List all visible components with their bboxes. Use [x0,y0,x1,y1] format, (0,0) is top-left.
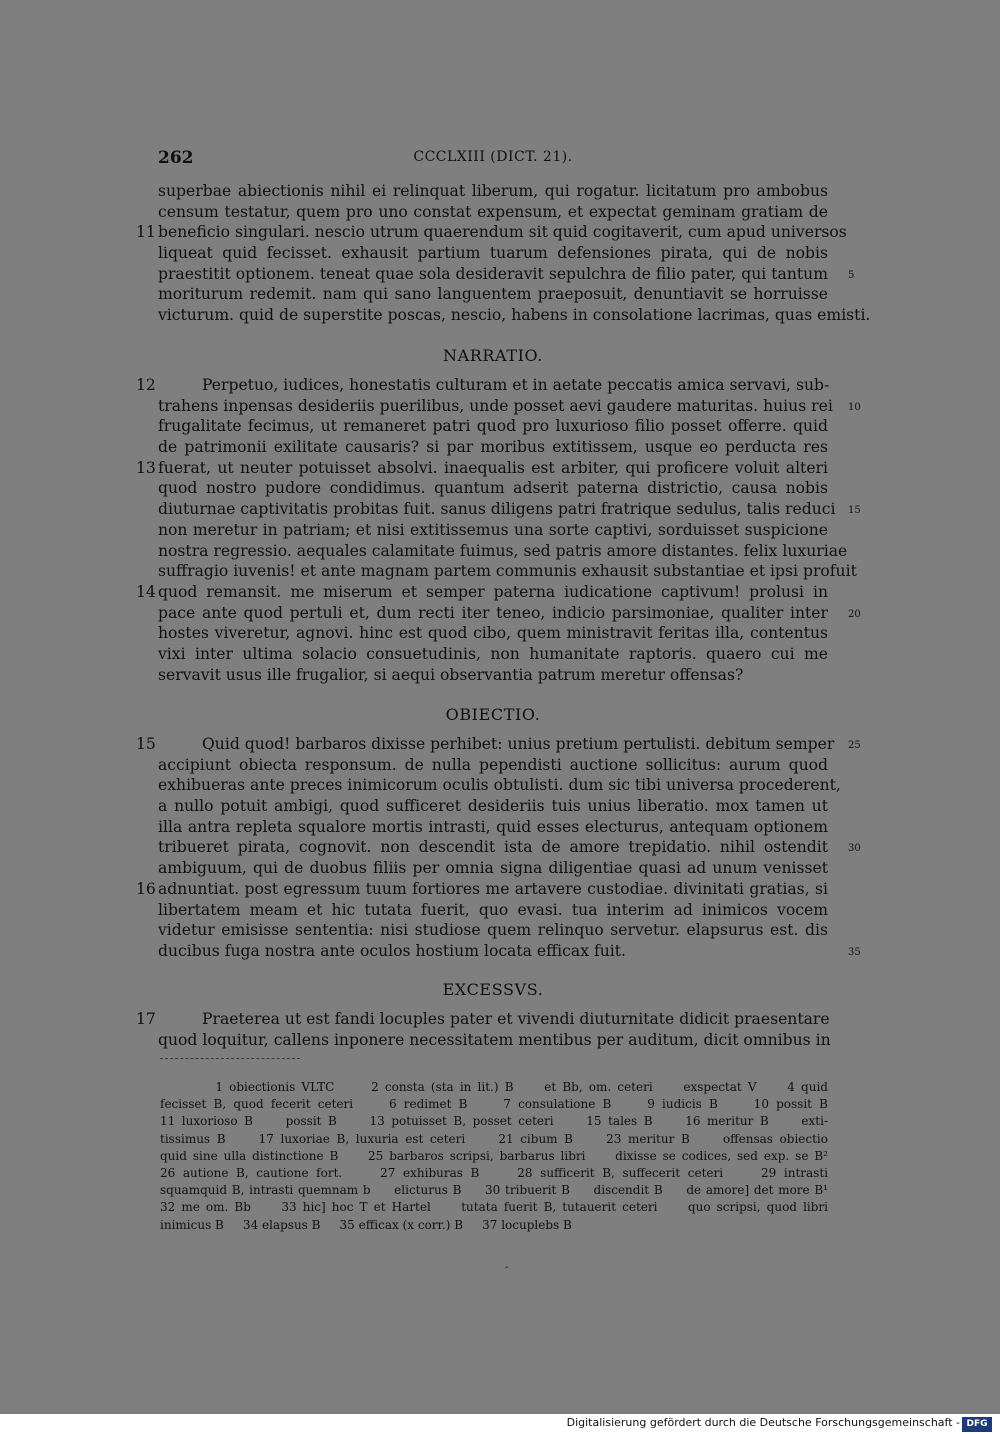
text-line [158,817,828,838]
footnote-line: squamquid B, intrasti quemnam b elicturus B 30 tribuerit B discendit B de amore] det more B¹ [160,1183,828,1198]
line-number: 20 [848,608,861,620]
line-text: a nullo potuit ambigi, quod sufficeret desideriis tuis unius liberatio. mox tamen ut [158,797,828,816]
dfg-logo: DFG [962,1417,992,1432]
text-line [158,941,861,962]
critical-apparatus [160,1079,828,1234]
footnote-line: 11 luxorioso B possit B 13 potuisset B, posset ceteri 15 tales B 16 meritur B exti- [160,1114,828,1129]
text-line [158,623,828,644]
line-text: Quid quod! barbaros dixisse perhibet: unius pretium pertulisti. debitum semper [202,735,835,753]
line-text: censum testatur, quem pro uno constat expensum, et expectat geminam gratiam de [158,202,828,221]
line-text: exhibueras ante preces inimicorum oculis obtulisti. dum sic tibi universa procederent, [158,776,841,795]
line-text: Perpetuo, iudices, honestatis culturam et in aetate peccatis amica servavi, sub- [202,376,830,394]
line-text: videtur emisisse sententia: nisi studiose quem relinquo servetur. elapsurus est. dis [158,921,828,940]
text-line [136,582,828,603]
text-line [136,458,828,479]
line-text: servavit usus ille frugalior, si aequi observantia patrum meretur offensas? [158,665,744,684]
obiectio-paragraph [136,734,861,962]
text-line [158,243,828,264]
footnote-line: 26 autione B, cautione fort. 27 exhiburas B 28 sufficerit B, suffecerit ceteri 29 intrasti [160,1165,828,1180]
text-line [158,284,828,305]
section-number: 16 [136,879,156,898]
line-text: ambiguum, qui de duobus filiis per omnia signa diligentiae quasi ad unum venisset [158,859,828,878]
line-text: diuturnae captivitatis probitas fuit. sanus diligens patri fratrique sedulus, talis reduci [158,500,836,519]
text-line [158,416,828,437]
line-text: ducibus fuga nostra ante oculos hostium locata efficax fuit. [158,941,626,960]
text-line [158,396,861,417]
text-line [136,222,847,243]
line-text: suffragio iuvenis! et ante magnam partem communis exhausit substantiae et ipsi profuit [158,562,857,581]
line-text: beneficio singulari. nescio utrum quaerendum sit quid cogitaverit, cum apud universos [158,223,847,242]
text-line [158,478,828,499]
line-number: 10 [848,401,861,413]
section-number: 17 [136,1010,156,1028]
text-line [158,1030,831,1051]
footnote-line: fecisset B, quod fecerit ceteri 6 redimet B 7 consulatione B 9 iudicis B 10 possit B [160,1097,828,1112]
footer-credit: Digitalisierung gefördert durch die Deutsche Forschungsgemeinschaft - [566,1416,960,1429]
text-line [158,920,828,941]
text-line [158,305,871,326]
line-number: 15 [848,505,861,517]
text-line [158,900,828,921]
line-text: liqueat quid fecisset. exhausit partium tuarum defensiones pirata, qui de nobis [158,244,828,263]
header-title: CCCLXIII (DICT. 21). [413,149,573,165]
heading-narratio: NARRATIO. [443,346,543,365]
line-number: 5 [848,269,855,281]
line-text: tribueret pirata, cognovit. non descendit ista de amore trepidatio. nihil ostendit [158,838,828,857]
line-text: accipiunt obiecta responsum. de nulla pependisti auctione sollicitus: aurum quod [158,755,828,774]
footnote-line: 1 obiectionis VLTC 2 consta (sta in lit.) B et Bb, om. ceteri exspectat V 4 quid [160,1080,828,1094]
intro-paragraph [136,181,871,326]
line-text: quod nostro pudore condidimus. quantum adserit paterna districtio, causa nobis [158,479,828,498]
line-number: 35 [848,946,861,958]
text-line [136,879,828,900]
text-line [158,858,828,879]
line-text: libertatem meam et hic tutata fuerit, quo evasi. tua interim ad inimicos vocem [158,900,828,919]
line-text: quod loquitur, callens inponere necessitatem mentibus per auditum, dicit omnibus in [158,1030,831,1049]
line-text: nostra regressio. aequales calamitate fuimus, sed patris amore distantes. felix luxuriae [158,541,848,560]
text-line [158,520,828,541]
text-line [136,375,830,396]
footnote-line: 32 me om. Bb 33 hic] hoc T et Hartel tutata fuerit B, tutauerit ceteri quo scripsi, quod libri [160,1200,828,1215]
text-line [158,775,841,796]
line-text: vixi inter ultima solacio consuetudinis, non humanitate raptoris. quaero cui me [158,644,828,663]
text-line [158,561,857,582]
footnote-line: quid sine ulla distinctione B 25 barbaros scripsi, barbarus libri dixisse se codices, sed exp. se B² [160,1148,828,1163]
line-text: fuerat, ut neuter potuisset absolvi. inaequalis est arbiter, qui proficere voluit alteri [158,458,828,477]
text-line [158,499,861,520]
footnote-line: inimicus B 34 elapsus B 35 efficax (x corr.) B 37 locuplebs B [160,1217,572,1232]
line-text: Praeterea ut est fandi locuples pater et vivendi diuturnitate didicit praesentare [202,1010,830,1028]
line-text: pace ante quod pertuli et, dum recti iter teneo, indicio parsimoniae, qualiter inter [158,603,828,622]
line-text: praestitit optionem. teneat quae sola desideravit sepulchra de filio pater, qui tantum [158,264,828,283]
text-line [158,837,861,858]
line-text: victurum. quid de superstite poscas, nescio, habens in consolatione lacrimas, quas emisti. [158,306,871,325]
text-line [158,264,855,285]
section-number: 15 [136,735,156,753]
section-number: 11 [136,223,156,242]
text-line [158,202,828,223]
page-number: 262 [158,148,194,168]
line-text: quod remansit. me miserum et semper paterna iudicatione captivum! prolusi in [158,582,828,601]
text-line [158,796,828,817]
digitization-footer [0,1414,1000,1434]
line-text: illa antra repleta squalore mortis intrasti, quid esses electurus, antequam optionem [158,817,828,836]
text-line [158,603,861,624]
excessus-paragraph [136,1009,831,1050]
footnote-rule [160,1058,300,1059]
line-text: hostes viveretur, agnovi. hinc est quod cibo, quem ministravit feritas illa, contentus [158,624,828,643]
line-text: frugalitate fecimus, ut remaneret patri quod pro luxurioso filio posset offerre. quid [158,417,828,436]
heading-obiectio: OBIECTIO. [445,705,541,724]
line-text: de patrimonii exilitate causaris? si par moribus extitissem, usque eo perducta res [158,438,828,457]
text-line [136,734,861,755]
heading-excessus: EXCESSVS. [442,980,544,999]
narratio-paragraph [136,375,861,685]
text-line [136,1009,830,1030]
running-head [158,148,828,168]
line-text: adnuntiat. post egressum tuum fortiores me artavere custodiae. divinitati gratias, si [158,879,828,898]
line-text: non meretur in patriam; et nisi extitissemus una sorte captivi, sorduisset suspicione [158,520,828,539]
line-number: 25 [848,740,861,751]
line-text: superbae abiectionis nihil ei relinquat liberum, qui rogatur. licitatum pro ambobus [158,182,828,200]
text-line [158,665,828,686]
section-number: 14 [136,582,156,601]
text-line [158,541,848,562]
footnote-line: tissimus B 17 luxoriae B, luxuria est ceteri 21 cibum B 23 meritur B offensas obiectio [160,1131,828,1146]
page-mark: - [505,1262,509,1273]
line-text: moriturum redemit. nam qui sano languentem praeposuit, denuntiavit se horruisse [158,285,828,304]
text-line [158,181,828,202]
section-number: 13 [136,458,156,477]
section-number: 12 [136,376,156,394]
line-number: 30 [848,843,861,855]
text-line [158,755,828,776]
text-line [158,644,828,665]
line-text: trahens inpensas desideriis puerilibus, unde posset aevi gaudere maturitas. huius rei [158,396,833,415]
text-line [158,437,828,458]
